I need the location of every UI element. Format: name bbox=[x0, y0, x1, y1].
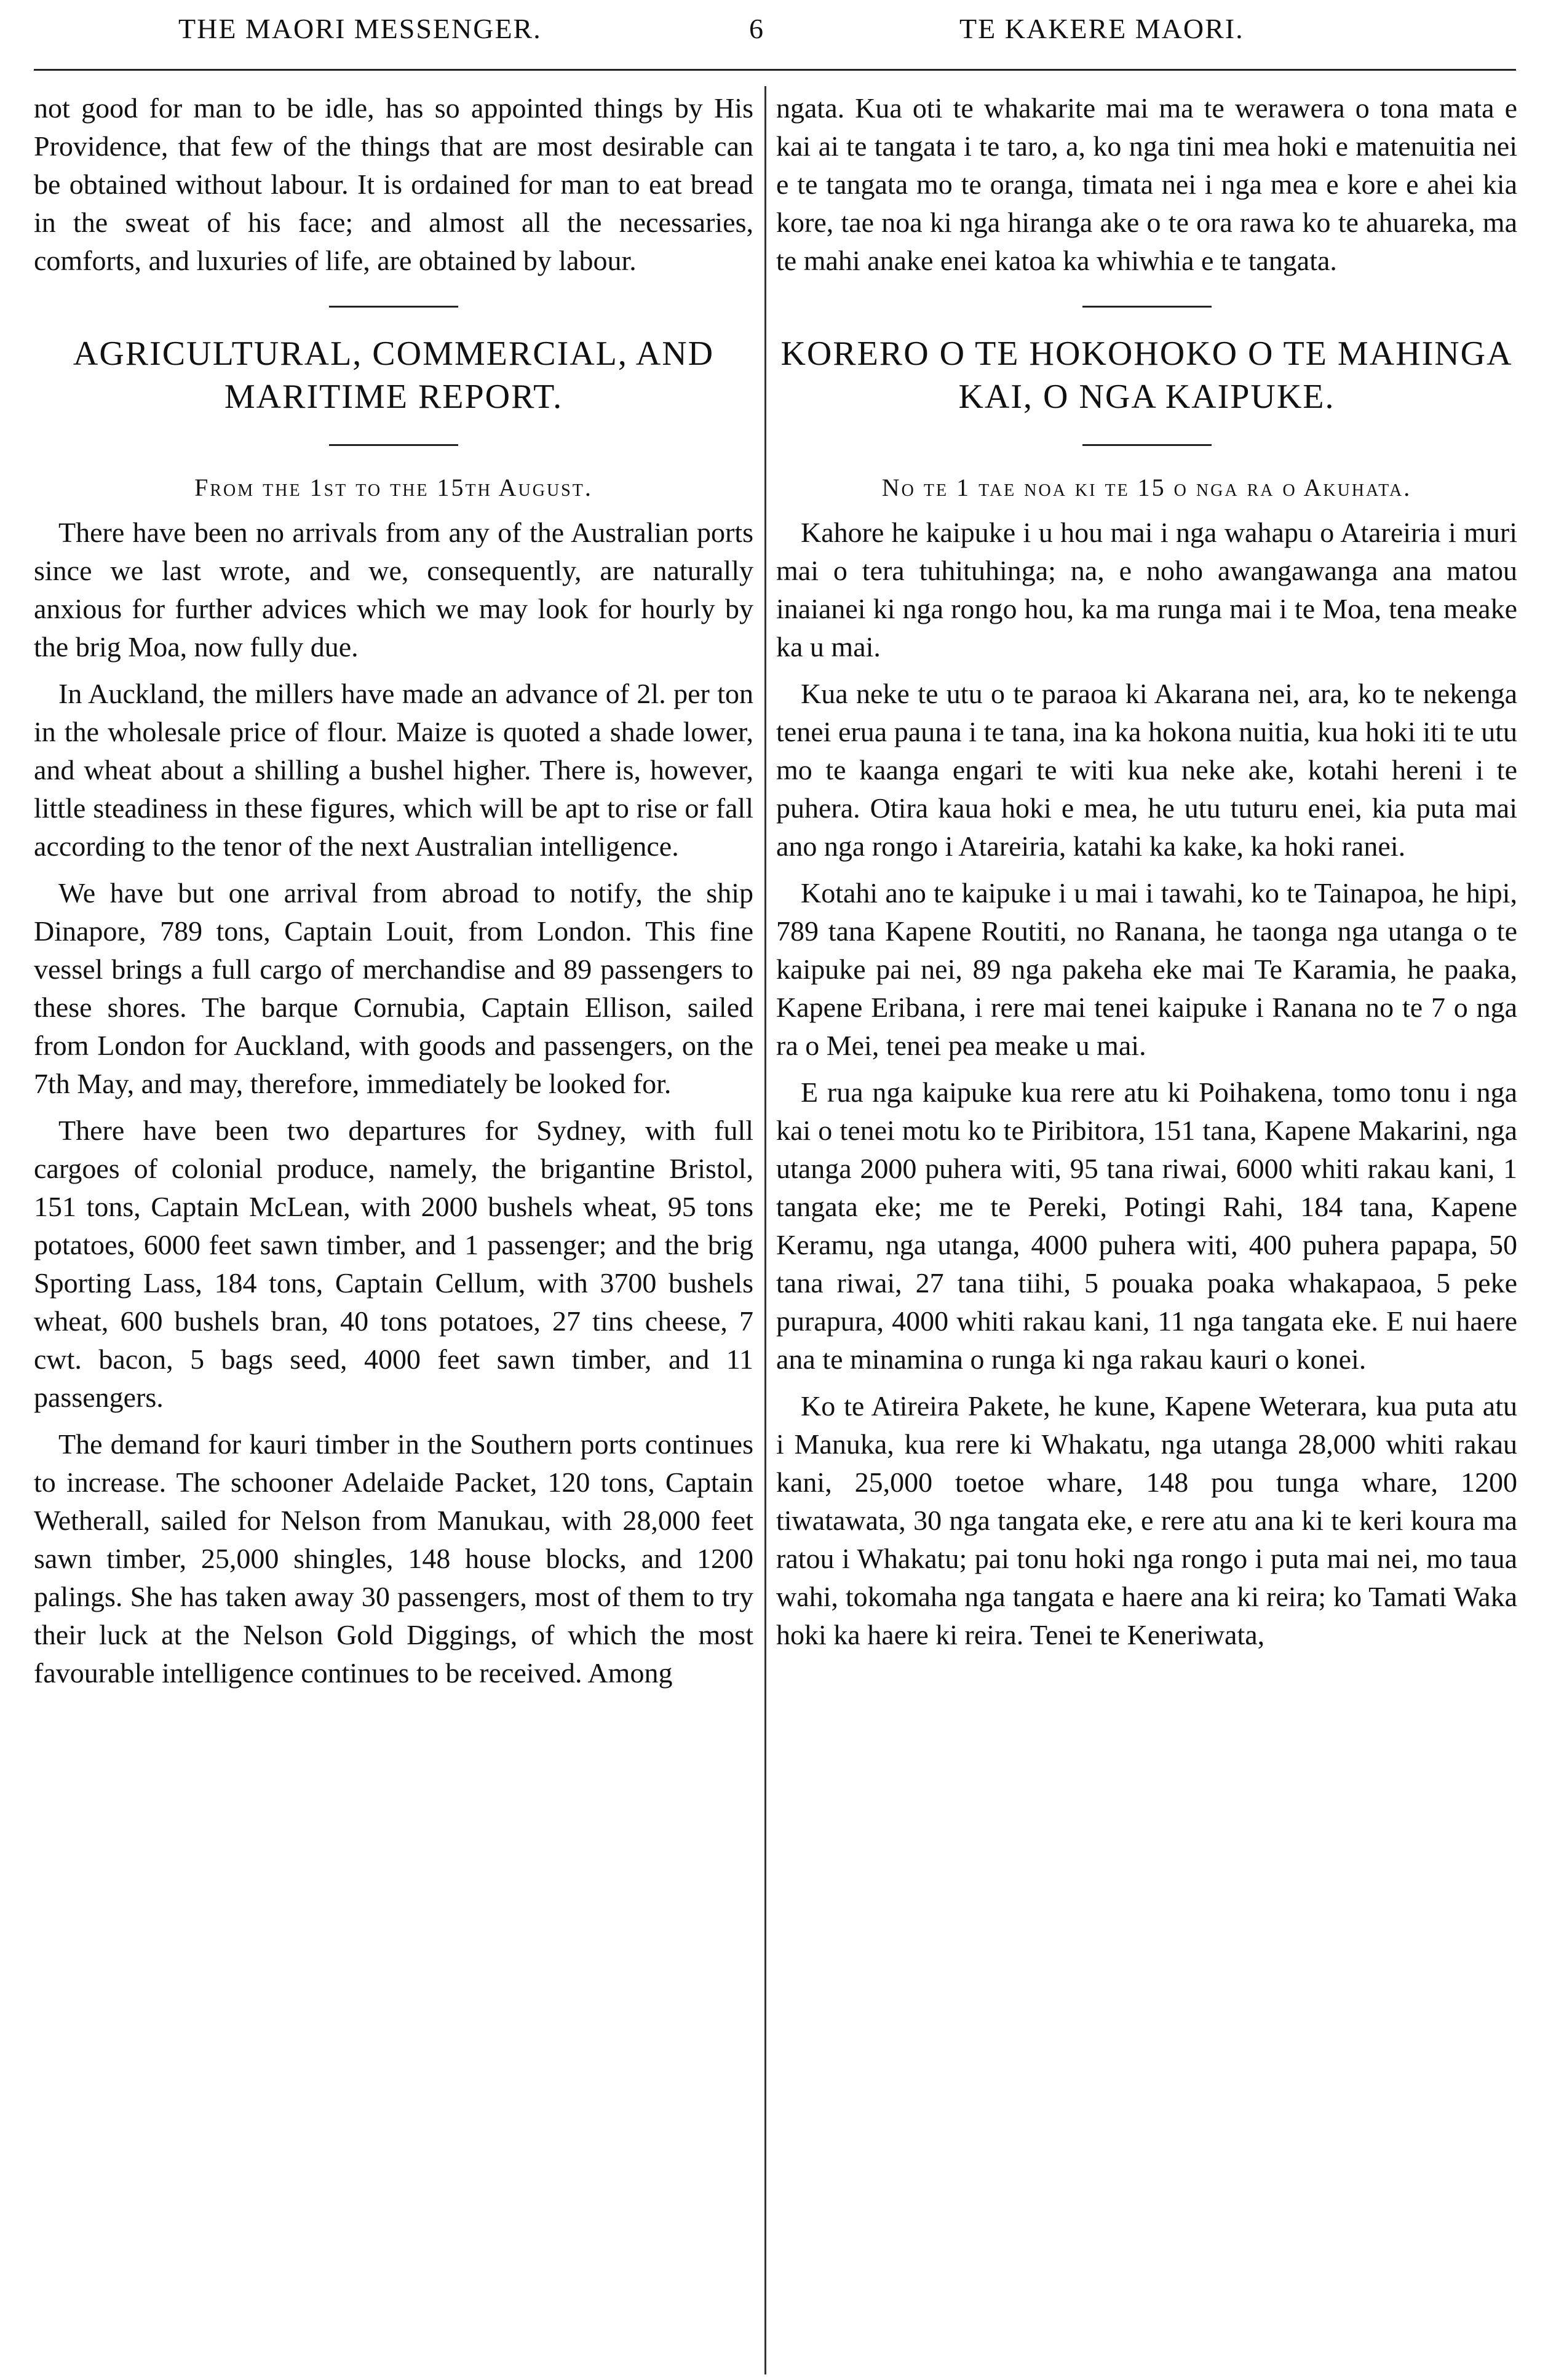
section-rule bbox=[1082, 306, 1212, 308]
english-intro-text: not good for man to be idle, has so appointed things by His Providence, that few of the things that are most desirable can be obtained without labour. It is ordained for man to eat bread in the sweat of his face; and almost all the necessaries, comforts, and luxuries of life, are obtained by labour. bbox=[34, 92, 753, 276]
maori-paragraph: Kua neke te utu o te paraoa ki Akarana nei, ara, ko te nekenga tenei erua pauna i te tana, ina ka hokona nuitia, kua hoki iti te utu mo te kaanga engari te witi kua neke ake, kotahi hereni i te puhera. Otira kaua hoki e mea, he utu tuturu enei, kia puta mai ano nga rongo i Atareiria, katahi ka kake, ka hoki ranei. bbox=[776, 678, 1517, 862]
maori-intro-text: ngata. Kua oti te whakarite mai ma te werawera o tona mata e kai ai te tangata i te taro, a, ko nga tini mea hoki e matenuitia nei e te tangata mo te oranga, timata nei i nga mea e kore e ahei kia kore, tae noa ki nga hiranga ake o te ora rawa ko te ahuareka, ma te mahi anake enei katoa ka whiwhia e te tangata. bbox=[776, 92, 1517, 276]
page-number: 6 bbox=[749, 13, 764, 44]
english-dateline: From the 1st to the 15th August. bbox=[194, 474, 593, 501]
english-paragraph: The demand for kauri timber in the Southern ports continues to increase. The schooner Adelaide Packet, 120 tons, Captain Wetherall, sailed for Nelson from Manukau, with 28,000 feet sawn timber, 25,000 shingles, 148 house blocks, and 1200 palings. She has taken away 30 passengers, most of them to try their luck at the Nelson Gold Diggings, of which the most favourable intelligence continues to be received. Among bbox=[34, 1428, 753, 1689]
english-report-heading: AGRICULTURAL, COMMERCIAL, AND MARITIME REPORT. bbox=[73, 335, 715, 416]
english-paragraph: In Auckland, the millers have made an advance of 2l. per ton in the wholesale price of flour. Maize is quoted a shade lower, and wheat about a shilling a bushel higher. There is, however, little steadiness in these figures, which will be apt to rise or fall according to the tenor of the next Australian intelligence. bbox=[34, 678, 753, 862]
english-column bbox=[34, 89, 753, 1692]
maori-column bbox=[776, 89, 1517, 1654]
section-rule bbox=[329, 444, 458, 446]
column-divider bbox=[764, 86, 766, 2374]
section-rule bbox=[1082, 444, 1212, 446]
english-paragraph: We have but one arrival from abroad to notify, the ship Dinapore, 789 tons, Captain Louit, from London. This fine vessel brings a full cargo of merchandise and 89 passengers to these shores. The barque Cornubia, Captain Ellison, sailed from London for Auckland, with goods and passengers, on the 7th May, and may, therefore, immediately be looked for. bbox=[34, 877, 753, 1099]
english-paragraph: There have been two departures for Sydney, with full cargoes of colonial produce, namely, the brigantine Bristol, 151 tons, Captain McLean, with 2000 bushels wheat, 95 tons potatoes, 6000 feet sawn timber, and 1 passenger; and the brig Sporting Lass, 184 tons, Captain Cellum, with 3700 bushels wheat, 600 bushels bran, 40 tons potatoes, 27 tins cheese, 7 cwt. bacon, 5 bags seed, 4000 feet sawn timber, and 11 passengers. bbox=[34, 1115, 753, 1413]
english-paragraph: There have been no arrivals from any of the Australian ports since we last wrote, and we, consequently, are naturally anxious for further advices which we may look for hourly by the brig Moa, now fully due. bbox=[34, 517, 753, 663]
maori-paragraph: Kahore he kaipuke i u hou mai i nga wahapu o Atareiria i muri mai o tera tuhituhinga; na, e noho awangawanga ana matou inaianei ki nga rongo hou, ka ma runga mai i te Moa, tena meake ka u mai. bbox=[776, 517, 1517, 663]
section-rule bbox=[329, 306, 458, 308]
maori-report-heading: KORERO O TE HOKOHOKO O TE MAHINGA KAI, O NGA KAIPUKE. bbox=[780, 335, 1513, 416]
header-rule bbox=[34, 69, 1516, 71]
header-title-maori: TE KAKERE MAORI. bbox=[959, 13, 1244, 44]
maori-paragraph: E rua nga kaipuke kua rere atu ki Poihakena, tomo tonu i nga kai o tenei motu ko te Piribitora, 151 tana, Kapene Makarini, nga utanga 2000 puhera witi, 95 tana riwai, 6000 whiti rakau kani, 1 tangata eke; me te Pereki, Potingi Rahi, 184 tana, Kapene Keramu, nga utanga, 4000 puhera witi, 400 puhera papapa, 50 tana riwai, 27 tana tiihi, 5 pouaka poaka whakapaoa, 5 peke purapura, 4000 whiti rakau kani, 11 nga tangata eke. E nui haere ana te minamina o runga ki nga rakau kauri o konei. bbox=[776, 1077, 1517, 1375]
maori-paragraph: Kotahi ano te kaipuke i u mai i tawahi, ko te Tainapoa, he hipi, 789 tana Kapene Routiti, no Ranana, he taonga nga utanga o te kaipuke pai nei, 89 nga pakeha eke mai Te Karamia, he paaka, Kapene Eribana, i rere mai tenei kaipuke i Ranana no te 7 o nga ra o Mei, tenei pea meake u mai. bbox=[776, 877, 1517, 1061]
maori-paragraph: Ko te Atireira Pakete, he kune, Kapene Weterara, kua puta atu i Manuka, kua rere ki Whakatu, nga utanga 28,000 whiti rakau kani, 25,000 toetoe whare, 148 pou tunga whare, 1200 tiwatawata, 30 nga tangata eke, e rere atu ana ki te keri koura ma ratou i Whakatu; pai tonu hoki nga rongo i puta mai nei, mo taua wahi, tokomaha nga tangata e haere ana ki reira; ko Tamati Waka hoki ka haere ki reira. Tenei te Keneriwata, bbox=[776, 1390, 1517, 1650]
header-title-english: THE MAORI MESSENGER. bbox=[178, 13, 542, 44]
page-header bbox=[0, 6, 1548, 55]
maori-dateline: No te 1 tae noa ki te 15 o nga ra o Akuhata. bbox=[881, 474, 1412, 501]
